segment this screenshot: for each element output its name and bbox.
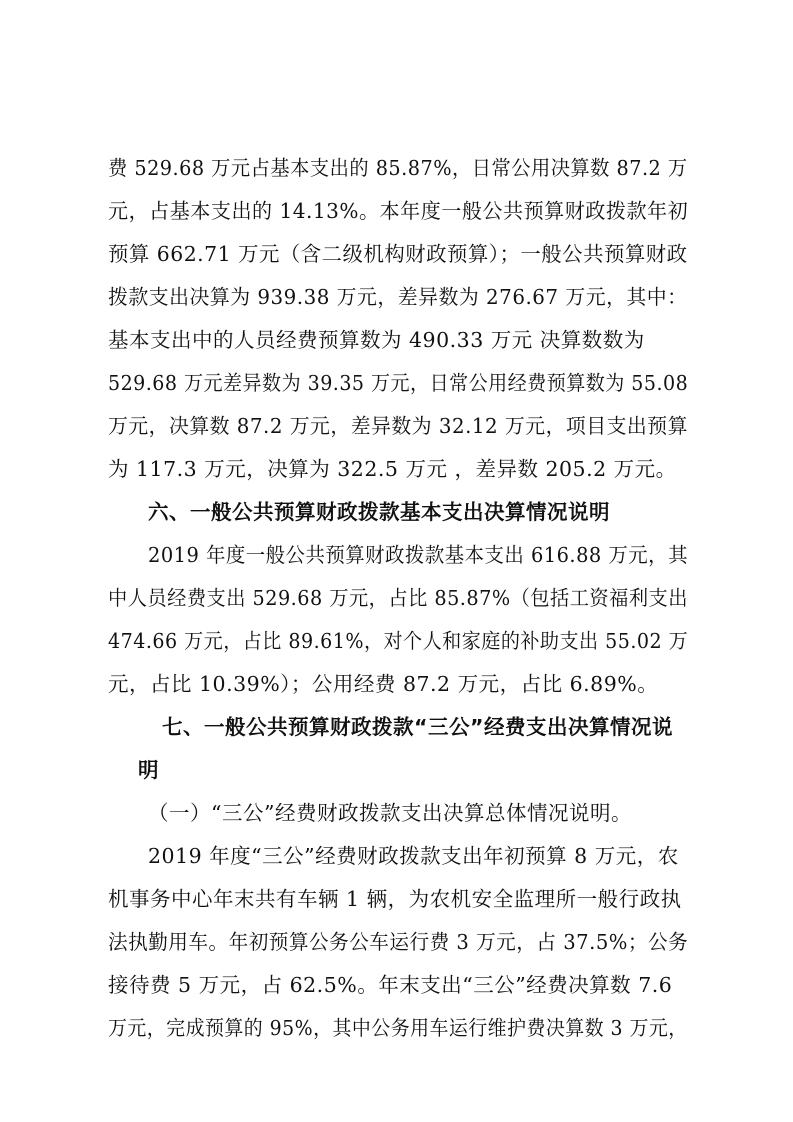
paragraph-line: 474.66 万元，占比 89.61%，对个人和家庭的补助支出 55.02 万 (108, 629, 689, 653)
paragraph-line: 接待费 5 万元，占 62.5%。年末支出“三公”经费决算数 7.6 (108, 973, 673, 997)
paragraph-line: 529.68 万元差异数为 39.35 万元，日常公用经费预算数为 55.08 (108, 371, 689, 395)
paragraph-line: 万元，决算数 87.2 万元，差异数为 32.12 万元，项目支出预算 (108, 414, 688, 438)
subheading: （一）“三公”经费财政拨款支出决算总体情况说明。 (148, 801, 632, 825)
paragraph-line: 费 529.68 万元占基本支出的 85.87%，日常公用决算数 87.2 万 (108, 156, 688, 180)
paragraph-line: 基本支出中的人员经费预算数为 490.33 万元 决算数数为 (108, 328, 645, 352)
paragraph-line: 为 117.3 万元，决算为 322.5 万元 ，差异数 205.2 万元。 (108, 457, 677, 481)
paragraph-line: 元，占基本支出的 14.13%。本年度一般公共预算财政拨款年初 (108, 199, 689, 223)
paragraph-line: 元，占比 10.39%）；公用经费 87.2 万元，占比 6.89%。 (108, 672, 659, 696)
paragraph-line: 2019 年度“三公”经费财政拨款支出年初预算 8 万元，农 (148, 844, 679, 868)
paragraph-line: 预算 662.71 万元（含二级机构财政预算）；一般公共预算财政 (108, 242, 688, 266)
paragraph-line: 万元，完成预算的 95%，其中公务用车运行维护费决算数 3 万元， (108, 1016, 688, 1040)
paragraph-line: 法执勤用车。年初预算公务公车运行费 3 万元，占 37.5%；公务 (108, 930, 689, 954)
paragraph-line: 2019 年度一般公共预算财政拨款基本支出 616.88 万元，其 (148, 543, 688, 567)
section-heading-6: 六、一般公共预算财政拨款基本支出决算情况说明 (148, 500, 610, 524)
paragraph-line: 机事务中心年末共有车辆 1 辆，为农机安全监理所一般行政执 (108, 887, 682, 911)
paragraph-line: 中人员经费支出 529.68 万元，占比 85.87%（包括工资福利支出 (108, 586, 688, 610)
section-heading-7-continued: 明 (138, 758, 159, 782)
paragraph-line: 拨款支出决算为 939.38 万元，差异数为 276.67 万元，其中： (108, 285, 688, 309)
section-heading-7: 七、一般公共预算财政拨款“三公”经费支出决算情况说 (162, 715, 673, 739)
